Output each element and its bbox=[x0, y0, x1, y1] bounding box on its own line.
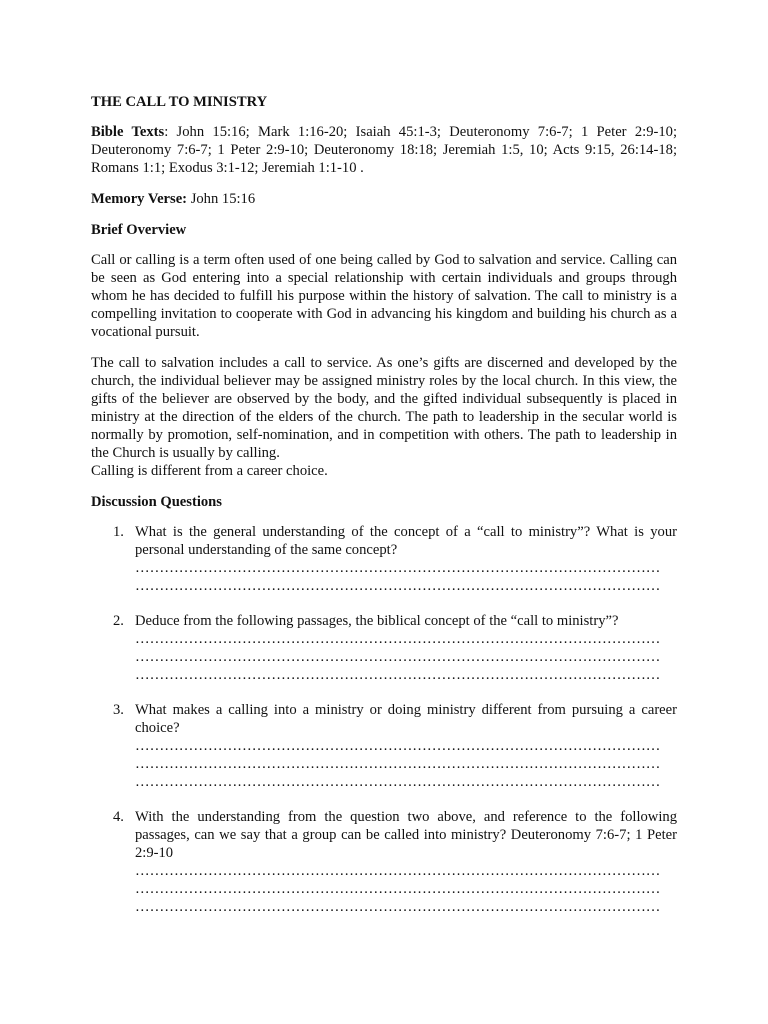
question-text: What is the general understanding of the concept of a “call to ministry”? What is your personal understanding of the same concept? bbox=[135, 524, 677, 558]
answer-line[interactable]: ……………………………………………………………………………………………… bbox=[135, 756, 661, 772]
question-text: What makes a calling into a ministry or doing ministry different from pursuing a career choice? bbox=[135, 702, 677, 736]
question-list bbox=[91, 523, 677, 916]
bible-texts-value: : John 15:16; Mark 1:16-20; Isaiah 45:1-3; Deuteronomy 7:6-7; 1 Peter 2:9-10; Deuteronomy 7:6-7; 1 Peter 2:9-10; Deuteronomy 18:18; Jeremiah 1:5, 10; Acts 9:15, 26:14-18; Romans 1:1; Exodus 3:1-12; Jeremiah 1:1-10 . bbox=[91, 124, 677, 176]
answer-line[interactable]: ……………………………………………………………………………………………… bbox=[135, 899, 661, 915]
question-number: 3. bbox=[113, 702, 124, 718]
answer-line[interactable]: ……………………………………………………………………………………………… bbox=[135, 667, 661, 683]
memory-verse-label: Memory Verse: bbox=[91, 191, 188, 207]
overview-section bbox=[91, 251, 677, 480]
question-text: Deduce from the following passages, the biblical concept of the “call to ministry”? bbox=[135, 613, 619, 629]
overview-paragraph-2: The call to salvation includes a call to service. As one’s gifts are discerned and developed by the church, the individual believer may be assigned ministry roles by the local church. In this view, the gifts of the believer are observed by the body, and the gifted individual subsequently is placed in ministry at the direction of the elders of the church. The path to leadership in the secular world is normally by promotion, self-nomination, and in competition with others. The path to leadership in the Church is usually by calling. bbox=[91, 355, 677, 461]
bible-texts-paragraph bbox=[91, 123, 677, 177]
answer-line[interactable]: ……………………………………………………………………………………………… bbox=[135, 863, 661, 879]
question-item-2 bbox=[91, 612, 677, 684]
answer-line[interactable]: ……………………………………………………………………………………………… bbox=[135, 631, 661, 647]
question-item-1 bbox=[91, 523, 677, 595]
question-number: 1. bbox=[113, 524, 124, 540]
memory-verse-paragraph bbox=[91, 190, 677, 208]
document-title: THE CALL TO MINISTRY bbox=[91, 94, 268, 110]
answer-line[interactable]: ……………………………………………………………………………………………… bbox=[135, 649, 661, 665]
memory-verse-value: John 15:16 bbox=[187, 191, 256, 207]
answer-line[interactable]: ……………………………………………………………………………………………… bbox=[135, 738, 661, 754]
overview-heading: Brief Overview bbox=[91, 222, 187, 238]
document-page bbox=[91, 93, 677, 933]
answer-line[interactable]: ……………………………………………………………………………………………… bbox=[135, 578, 661, 594]
question-text: With the understanding from the question two above, and reference to the following passages, can we say that a group can be called into ministry? Deuteronomy 7:6-7; 1 Peter 2:9-10 bbox=[135, 809, 677, 861]
discussion-heading: Discussion Questions bbox=[91, 494, 222, 510]
answer-line[interactable]: ……………………………………………………………………………………………… bbox=[135, 560, 661, 576]
overview-paragraph-1: Call or calling is a term often used of one being called by God to salvation and service. Calling can be seen as God entering into a special relationship with certain individuals and groups through whom he has decided to fulfill his purpose within the history of salvation. The call to ministry is a compelling invitation to cooperate with God in advancing his kingdom and building his church as a vocational pursuit. bbox=[91, 252, 677, 340]
question-number: 4. bbox=[113, 809, 124, 825]
question-number: 2. bbox=[113, 613, 124, 629]
question-item-3 bbox=[91, 701, 677, 791]
answer-line[interactable]: ……………………………………………………………………………………………… bbox=[135, 881, 661, 897]
question-item-4 bbox=[91, 808, 677, 916]
answer-line[interactable]: ……………………………………………………………………………………………… bbox=[135, 774, 661, 790]
bible-texts-label: Bible Texts bbox=[91, 124, 165, 140]
overview-paragraph-3: Calling is different from a career choice. bbox=[91, 463, 328, 479]
